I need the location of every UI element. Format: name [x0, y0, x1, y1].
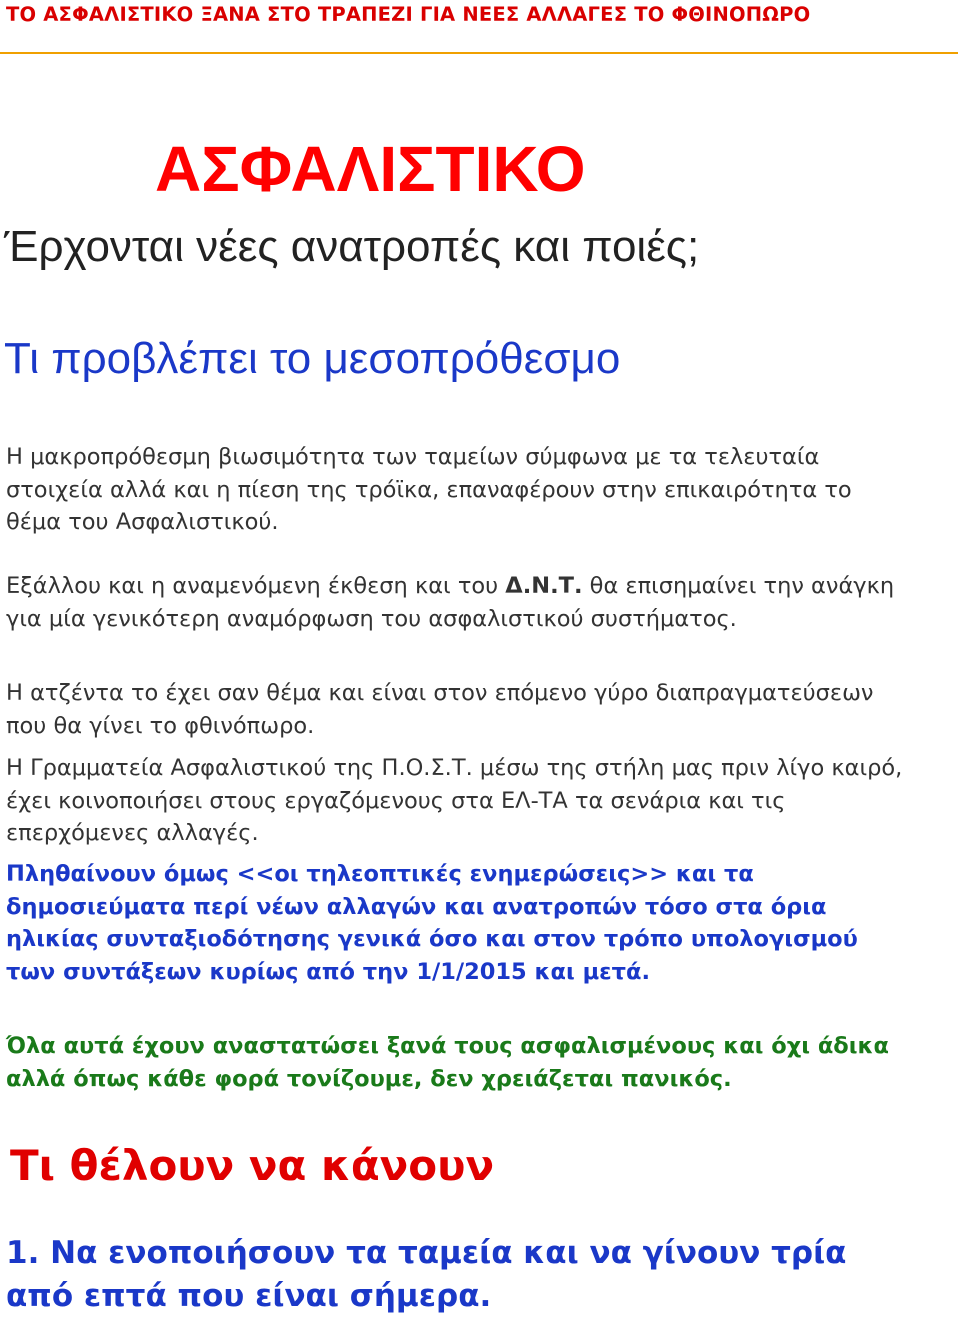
headline-main: ΑΣΦΑΛΙΣΤΙΚΟ — [155, 133, 586, 205]
paragraph-tv-reports: Πληθαίνουν όμως <<οι τηλεοπτικές ενημερώσεις>> και τα δημοσιεύματα περί νέων αλλαγών και ανατροπών τόσο στα όρια ηλικίας συνταξιοδότησης γενικά όσο και στον τρόπο υπολογισμού των συντάξεων κυρίως από την 1/1/2015 και μετά. — [6, 861, 858, 985]
section-point-1: 1. Να ενοποιήσουν τα ταμεία και να γίνουν τρία από επτά που είναι σήμερα. — [6, 1235, 847, 1314]
header-divider — [0, 52, 958, 54]
paragraph-sustainability: Η μακροπρόθεσμη βιωσιμότητα των ταμείων σύμφωνα με τα τελευταία στοιχεία αλλά και η πίεση της τρόϊκα, επαναφέρουν στην επικαιρότητα το θέμα του Ασφαλιστικού. — [6, 444, 852, 535]
paragraph-imf-text-before: Εξάλλου και η αναμενόμενη έκθεση και του — [6, 573, 506, 599]
section-title: Τι θέλουν να κάνουν — [10, 1141, 495, 1190]
paragraph-imf-acronym: Δ.Ν.Τ. — [505, 573, 583, 599]
header-title: ΤΟ ΑΣΦΑΛΙΣΤΙΚΟ ΞΑΝΑ ΣΤΟ ΤΡΑΠΕΖΙ ΓΙΑ ΝΕΕΣ ΑΛΛΑΓΕΣ ΤΟ ΦΘΙΝΟΠΩΡΟ — [6, 3, 811, 26]
paragraph-agenda: Η ατζέντα το έχει σαν θέμα και είναι στον επόμενο γύρο διαπραγματεύσεων που θα γίνει το φθινόπωρο. — [6, 680, 874, 739]
headline-subtitle: Έρχονται νέες ανατροπές και ποιές; — [4, 222, 700, 271]
paragraph-imf-report — [6, 570, 906, 635]
paragraph-secretariat: Η Γραμματεία Ασφαλιστικού της Π.Ο.Σ.Τ. μέσω της στήλη μας πριν λίγο καιρό, έχει κοινοποιήσει στους εργαζόμενους στα ΕΛ-ΤΑ τα σενάρια και τις επερχόμενες αλλαγές. — [6, 755, 903, 846]
paragraph-imf-text-after: θα επισημαίνει την ανάγκη για μία γενικότερη αναμόρφωση του ασφαλιστικού συστήματος. — [6, 573, 895, 632]
headline-subtitle-blue: Τι προβλέπει το μεσοπρόθεσμο — [4, 334, 621, 383]
paragraph-no-panic: Όλα αυτά έχουν αναστατώσει ξανά τους ασφαλισμένους και όχι άδικα αλλά όπως κάθε φορά τονίζουμε, δεν χρειάζεται πανικός. — [6, 1033, 889, 1092]
